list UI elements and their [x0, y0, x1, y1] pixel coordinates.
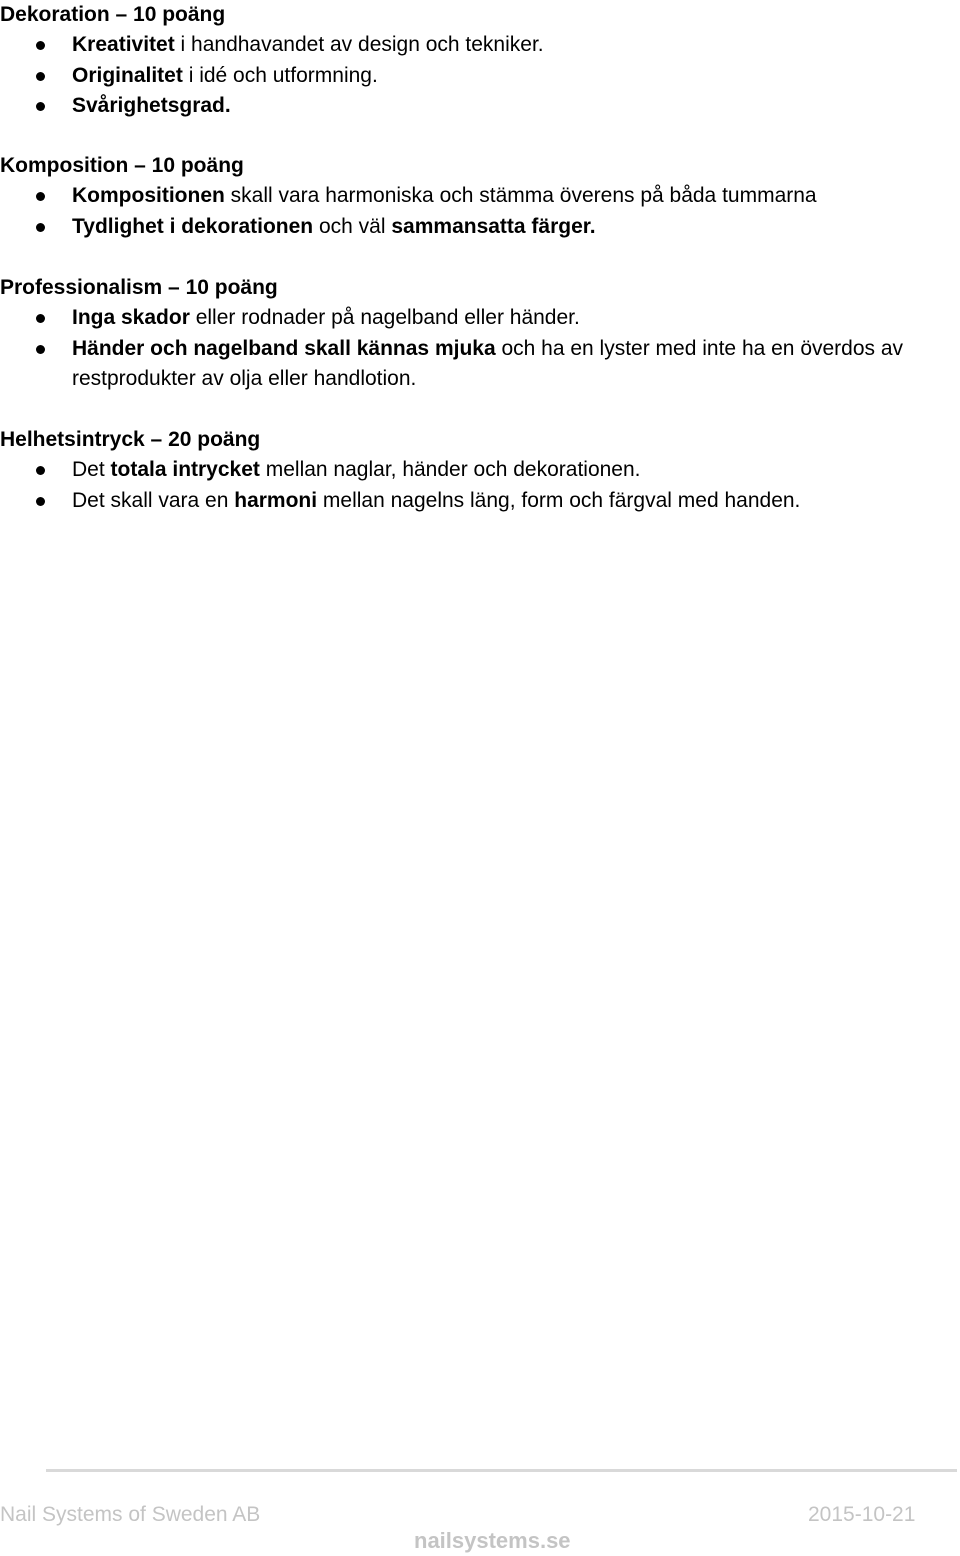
bullet-icon	[36, 192, 45, 201]
list-item	[0, 486, 950, 517]
section-heading: Komposition – 10 poäng	[0, 154, 244, 177]
list-item	[0, 30, 950, 61]
footer-website: nailsystems.se	[414, 1528, 571, 1553]
item-bold-text: Svårighetsgrad.	[72, 94, 231, 117]
item-bold-text: Tydlighet i dekorationen	[72, 214, 314, 238]
bullet-icon	[36, 466, 45, 475]
section-heading: Dekoration – 10 poäng	[0, 3, 226, 26]
item-text: mellan nagelns läng, form och färgval med handen.	[317, 488, 801, 512]
footer-divider	[46, 1469, 957, 1472]
item-bold-text: Kreativitet	[72, 33, 175, 56]
bullet-icon	[36, 345, 45, 354]
list-item	[0, 303, 950, 334]
section-heading: Helhetsintryck – 20 poäng	[0, 428, 261, 451]
criteria-list	[0, 455, 950, 516]
list-item	[0, 181, 950, 212]
bullet-icon	[36, 72, 45, 81]
list-item	[0, 334, 950, 395]
item-text: i handhavandet av design och tekniker.	[174, 33, 544, 56]
section-professionalism	[0, 273, 950, 395]
footer-date: 2015-10-21	[808, 1503, 916, 1526]
bullet-icon	[36, 223, 45, 232]
bullet-icon	[36, 102, 45, 111]
section-komposition	[0, 151, 950, 242]
item-bold-text: harmoni	[234, 488, 318, 512]
list-item	[0, 455, 950, 486]
item-text: Det	[72, 458, 111, 481]
bullet-icon	[36, 41, 45, 50]
section-heading: Professionalism – 10 poäng	[0, 276, 278, 299]
bullet-icon	[36, 497, 45, 506]
bullet-icon	[36, 314, 45, 323]
item-bold-text: sammansatta färger.	[391, 214, 596, 238]
item-text: och ha en lyster med inte ha en överdos av restprodukter av olja eller handlotion.	[72, 336, 904, 390]
item-text: eller rodnader på nagelband eller händer.	[189, 306, 580, 329]
item-text: mellan naglar, händer och dekorationen.	[259, 458, 641, 481]
item-text: i idé och utformning.	[182, 63, 378, 87]
footer-company: Nail Systems of Sweden AB	[0, 1503, 261, 1526]
list-item	[0, 91, 950, 122]
item-text: Det skall vara en	[72, 488, 235, 512]
item-bold-text: Kompositionen	[72, 184, 225, 207]
item-text: och väl	[313, 214, 392, 238]
item-bold-text: Inga skador	[72, 306, 190, 329]
list-item	[0, 61, 950, 92]
item-text: skall vara harmoniska och stämma överens på båda tummarna	[224, 184, 817, 207]
item-bold-text: totala intrycket	[110, 458, 260, 481]
criteria-list	[0, 181, 950, 242]
list-item	[0, 212, 950, 243]
criteria-list	[0, 30, 950, 122]
section-dekoration	[0, 0, 950, 122]
item-bold-text: Originalitet	[72, 63, 183, 87]
criteria-list	[0, 303, 950, 395]
item-bold-text: Händer och nagelband skall kännas mjuka	[72, 336, 496, 360]
section-helhetsintryck	[0, 425, 950, 516]
